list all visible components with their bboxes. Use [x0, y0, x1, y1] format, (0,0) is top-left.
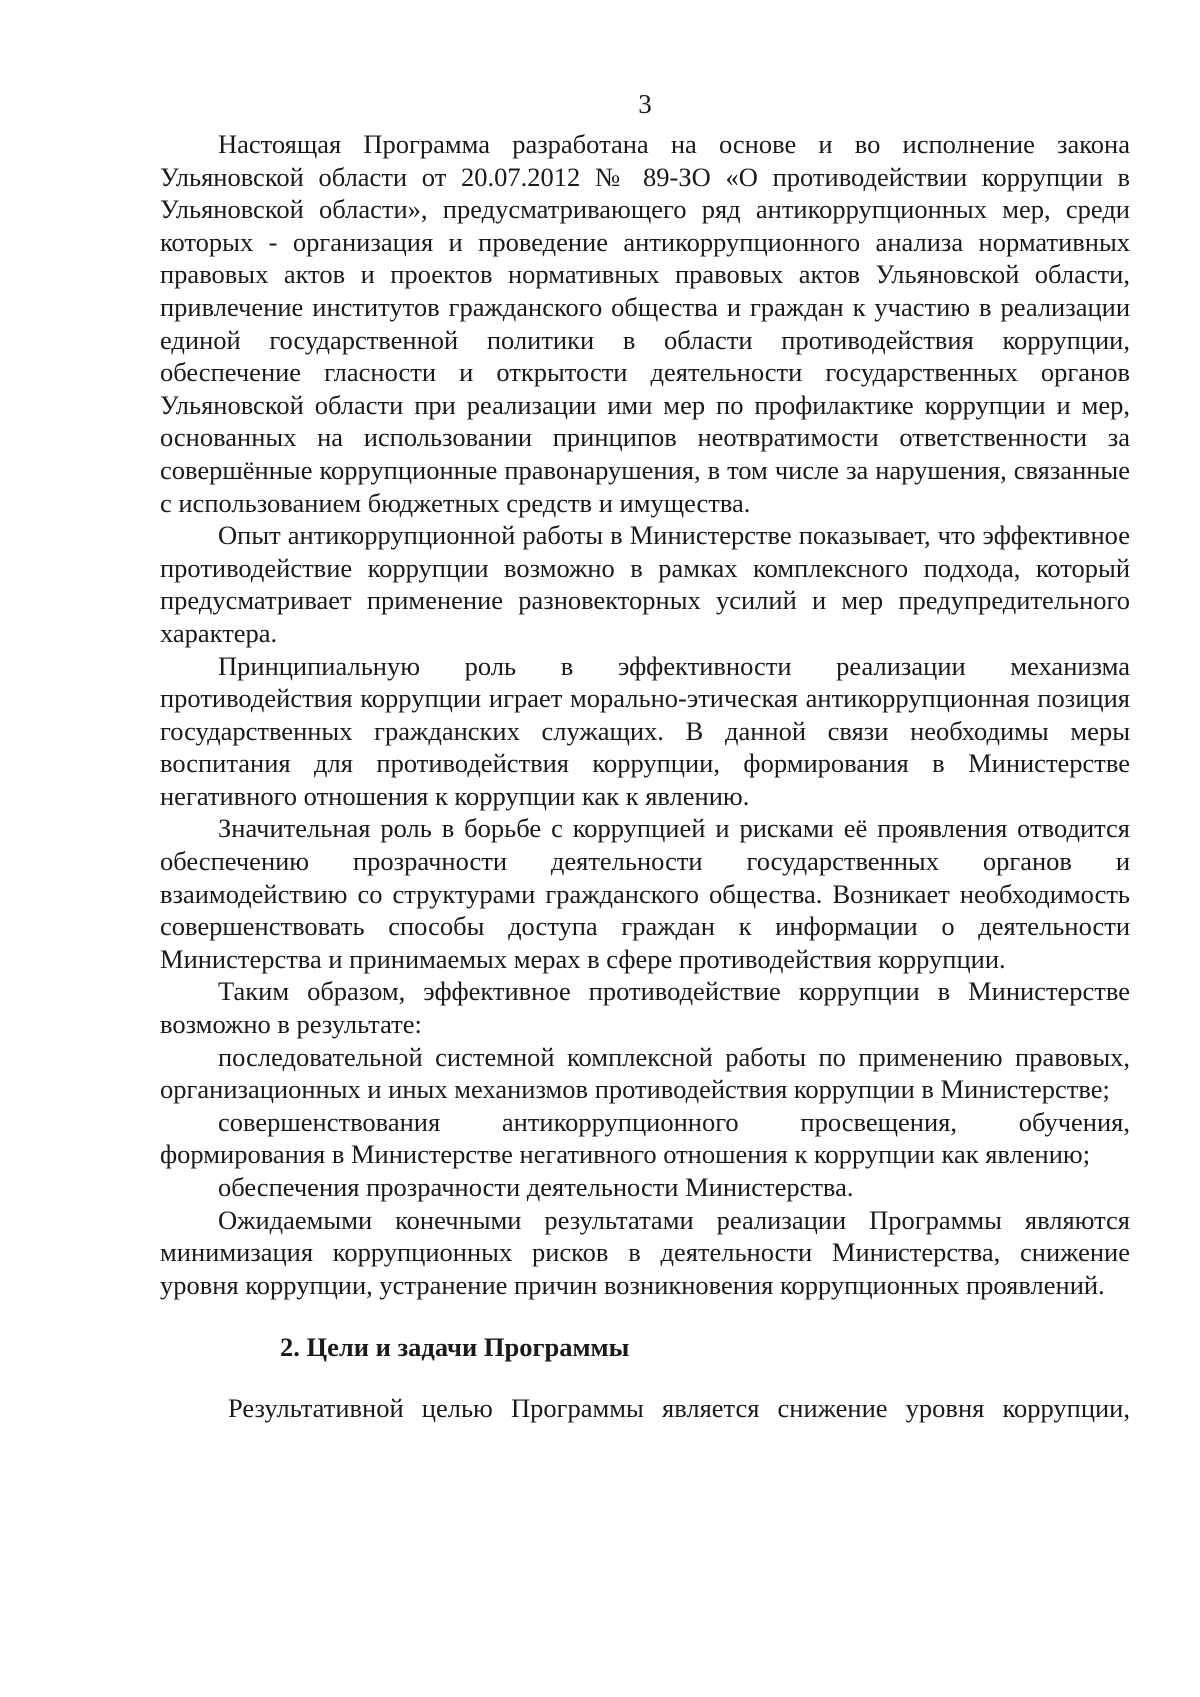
document-body [160, 128, 1130, 1425]
page-number: 3 [638, 89, 652, 119]
section-title: 2. Цели и задачи Программы [280, 1332, 630, 1363]
paragraph-expected-results: Ожидаемыми конечными результатами реализации Программы являются минимизация коррупционных рисков в деятельности Министерства, снижение уровня коррупции, устранение причин возникновения коррупционных проявлений. [160, 1204, 1130, 1300]
paragraph-transparency: Значительная роль в борьбе с коррупцией и рисками её проявления отводится обеспечению прозрачности деятельности государственных органов и взаимодействию со структурами гражданского общества. Возникает необходимость совершенствовать способы доступа граждан к информации о деятельности Министерства и принимаемых мерах в сфере противодействия коррупции. [160, 813, 1130, 974]
paragraph-legal-basis: Настоящая Программа разработана на основе и во исполнение закона Ульяновской области от 20.07.2012 № 89-ЗО «О противодействии коррупции в Ульяновской области», предусматривающего ряд антикоррупционных мер, среди которых - организация и проведение антикоррупционного анализа нормативных правовых актов и проектов нормативных правовых актов Ульяновской области, привлечение институтов гражданского общества и граждан к участию в реализации единой государственной политики в области противодействия коррупции, обеспечение гласности и открытости деятельности государственных органов Ульяновской области при реализации ими мер по профилактике коррупции и мер, основанных на использовании принципов неотвратимости ответственности за совершённые коррупционные правонарушения, в том числе за нарушения, связанные с использованием бюджетных средств и имущества. [160, 129, 1130, 518]
paragraph-goal: Результативной целью Программы является снижение уровня коррупции, [228, 1392, 1130, 1423]
list-item-education: совершенствования антикоррупционного просвещения, обучения, формирования в Министерстве негативного отношения к коррупции как явлению; [160, 1106, 1130, 1170]
paragraph-moral-position: Принципиальную роль в эффективности реализации механизма противодействия коррупции играет морально-этическая антикоррупционная позиция государственных гражданских служащих. В данной связи необходимы меры воспитания для противодействия коррупции, формирования в Министерстве негативного отношения к коррупции как к явлению. [160, 650, 1130, 811]
list-item-transparency: обеспечения прозрачности деятельности Министерства. [218, 1172, 854, 1202]
paragraph-conclusion-intro: Таким образом, эффективное противодействие коррупции в Министерстве возможно в результате: [160, 976, 1130, 1040]
paragraph-experience: Опыт антикоррупционной работы в Министерстве показывает, что эффективное противодействие коррупции возможно в рамках комплексного подхода, который предусматривает применение разновекторных усилий и мер предупредительного характера. [160, 520, 1130, 648]
list-item-systematic-work: последовательной системной комплексной работы по применению правовых, организационных и иных механизмов противодействия коррупции в Министерстве; [160, 1041, 1130, 1105]
